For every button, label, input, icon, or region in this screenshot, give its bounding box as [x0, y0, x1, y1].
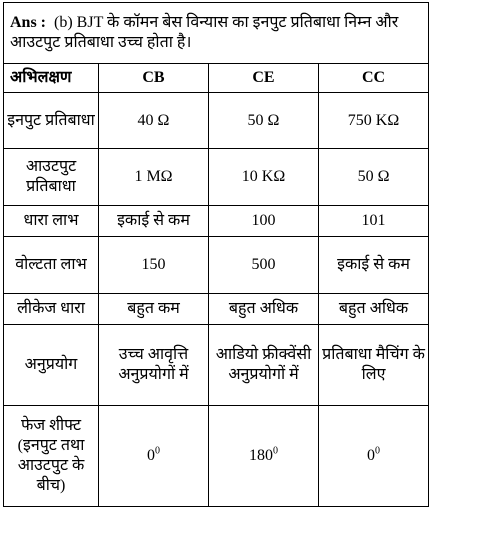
table-row [4, 406, 429, 507]
header-ce: CE [209, 64, 319, 93]
cell-cb [99, 406, 209, 507]
header-cb: CB [99, 64, 209, 93]
cell-cc: बहुत अधिक [319, 294, 429, 325]
phase-value: 0 [367, 447, 376, 464]
phase-value: 0 [147, 447, 155, 464]
answer-text: (b) BJT के कॉमन बेस विन्यास का इनपुट प्रतिबाधा निम्न और आउटपुट प्रतिबाधा उच्च होता है। [10, 14, 399, 51]
table-row [4, 149, 429, 206]
header-characteristic: अभिलक्षण [4, 64, 99, 93]
table-row [4, 206, 429, 237]
answer-row [4, 3, 429, 64]
row-label: लीकेज धारा [4, 294, 99, 325]
table-header-row [4, 64, 429, 93]
cell-cc: 101 [319, 206, 429, 237]
phase-value: 180 [249, 447, 273, 464]
cell-cb: बहुत कम [99, 294, 209, 325]
row-label: इनपुट प्रतिबाधा [4, 93, 99, 149]
cell-ce: 100 [209, 206, 319, 237]
degree-superscript: 0 [375, 445, 381, 457]
cell-cb: इकाई से कम [99, 206, 209, 237]
degree-superscript: 0 [273, 445, 278, 457]
cell-cc [319, 406, 429, 507]
table-row [4, 237, 429, 294]
answer-label: Ans : [10, 14, 47, 31]
cell-cb: 40 Ω [99, 93, 209, 149]
cell-cc: इकाई से कम [319, 237, 429, 294]
cell-cc: 750 KΩ [319, 93, 429, 149]
cell-ce: 10 KΩ [209, 149, 319, 206]
row-label: फेज शीफ्ट (इनपुट तथा आउटपुट के बीच) [4, 406, 99, 507]
degree-superscript: 0 [155, 445, 160, 457]
cell-ce: आडियो फ्रीक्वेंसी अनुप्रयोगों में [209, 325, 319, 406]
row-label: वोल्टता लाभ [4, 237, 99, 294]
cell-cc: प्रतिबाधा मैचिंग के लिए [319, 325, 429, 406]
table-row [4, 93, 429, 149]
table-row [4, 294, 429, 325]
answer-table-container [3, 2, 428, 507]
cell-ce [209, 406, 319, 507]
table-row [4, 325, 429, 406]
header-cc: CC [319, 64, 429, 93]
answer-cell [4, 3, 429, 64]
row-label: आउटपुट प्रतिबाधा [4, 149, 99, 206]
cell-cb: 150 [99, 237, 209, 294]
cell-ce: बहुत अधिक [209, 294, 319, 325]
row-label: अनुप्रयोग [4, 325, 99, 406]
cell-cb: 1 MΩ [99, 149, 209, 206]
cell-cb: उच्च आवृत्ति अनुप्रयोगों में [99, 325, 209, 406]
comparison-table [3, 2, 429, 507]
cell-ce: 50 Ω [209, 93, 319, 149]
cell-cc: 50 Ω [319, 149, 429, 206]
cell-ce: 500 [209, 237, 319, 294]
row-label: धारा लाभ [4, 206, 99, 237]
